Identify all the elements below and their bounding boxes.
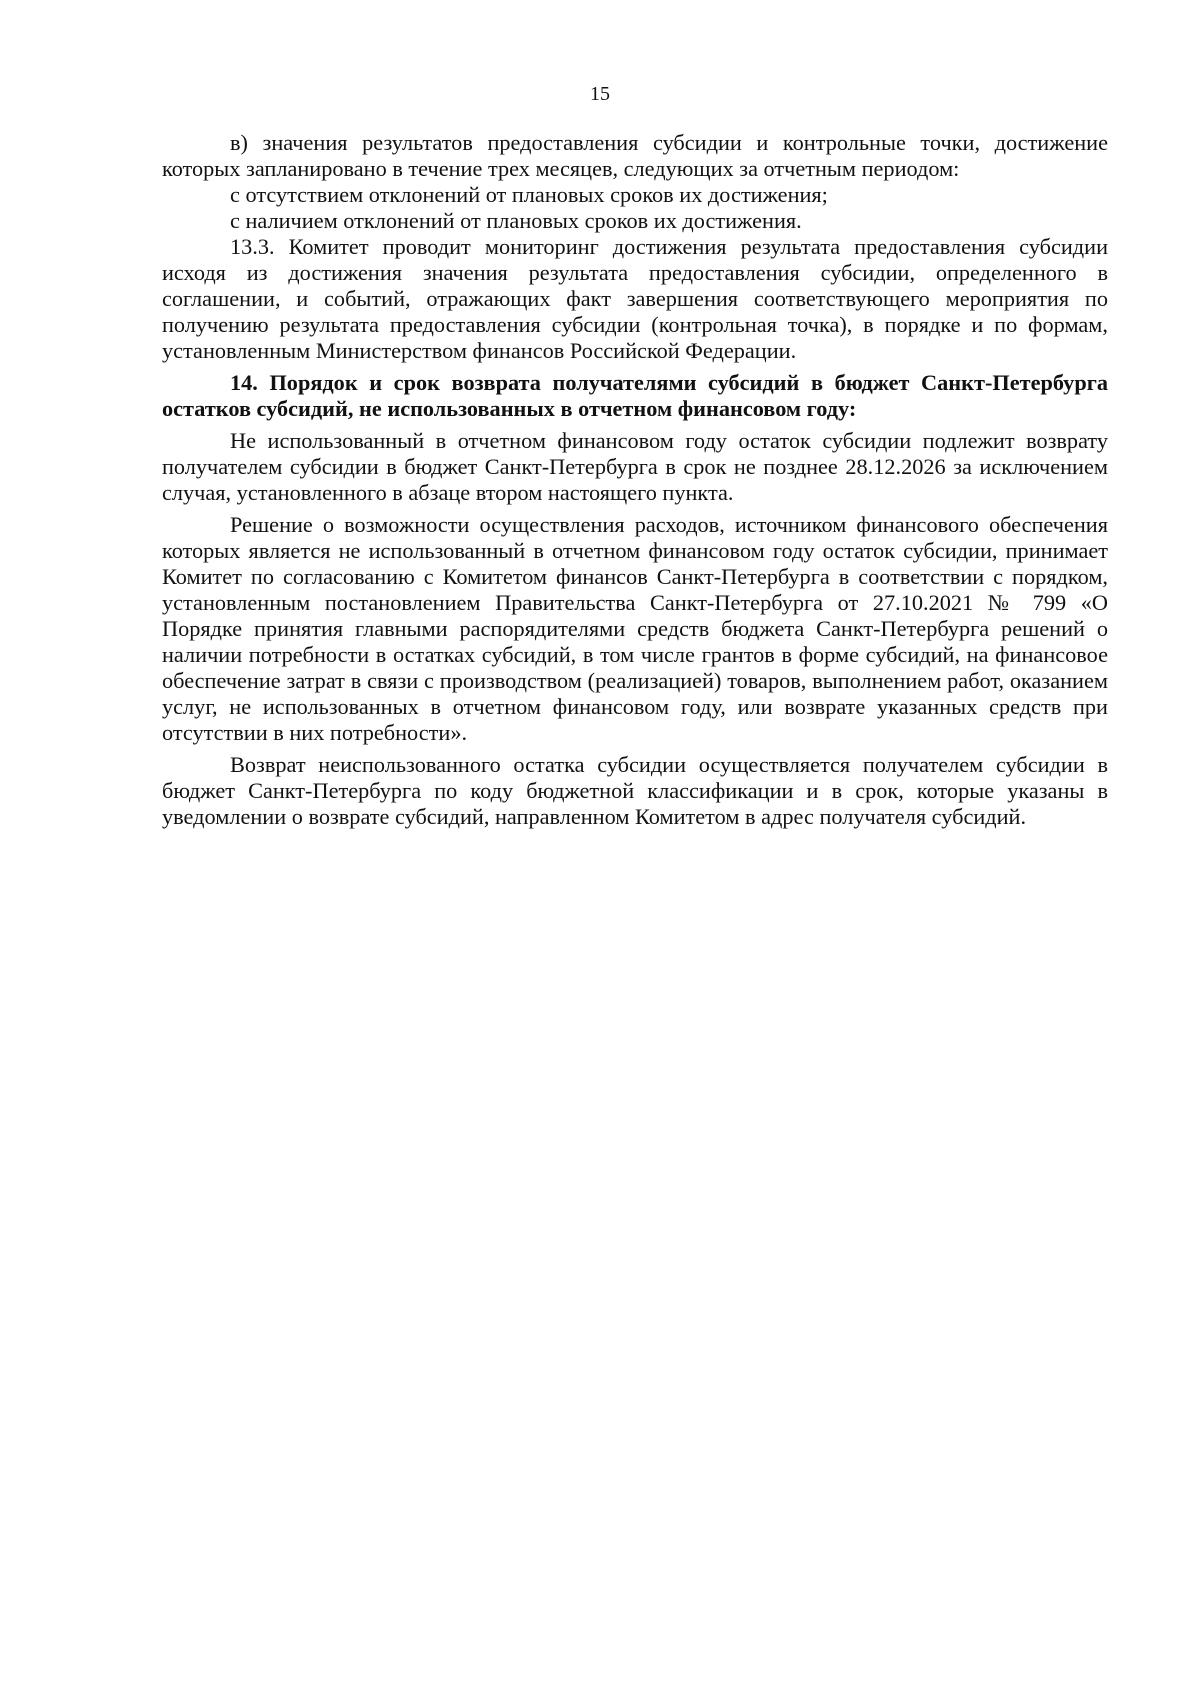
paragraph-13-3: 13.3. Комитет проводит мониторинг достижения результата предоставления субсидии исходя из достижения значения результата предоставления субсидии, определенного в соглашении, и событий, отражающих факт завершения соответствующего мероприятия по получению результата предоставления субсидии (контрольная точка), в порядке и по формам, установленным Министерством финансов Российской Федерации. [162,234,1108,363]
paragraph-decision: Решение о возможности осуществления расходов, источником финансового обеспечения которых является не использованный в отчетном финансовом году остаток субсидии, принимает Комитет по согласованию с Комитетом финансов Санкт-Петербурга в соответствии с порядком, установленным постановлением Правительства Санкт-Петербурга от 27.10.2021 № 799 «О Порядке принятия главными распорядителями средств бюджета Санкт-Петербурга решений о наличии потребности в остатках субсидий, в том числе грантов в форме субсидий, на финансовое обеспечение затрат в связи с производством (реализацией) товаров, выполнением работ, оказанием услуг, не использованных в отчетном финансовом году, или возврате указанных средств при отсутствии в них потребности». [162,512,1108,745]
section-heading-14: 14. Порядок и срок возврата получателями субсидий в бюджет Санкт-Петербурга остатков субсидий, не использованных в отчетном финансовом году: [162,370,1108,421]
paragraph-with-deviation: с наличием отклонений от плановых сроков их достижения. [230,208,802,233]
page-number: 15 [590,83,610,105]
paragraph-return-procedure: Возврат неиспользованного остатка субсидии осуществляется получателем субсидии в бюджет Санкт-Петербурга по коду бюджетной классификации и в срок, которые указаны в уведомлении о возврате субсидий, направленном Комитетом в адрес получателя субсидий. [162,752,1108,829]
paragraph-no-deviation: с отсутствием отклонений от плановых сроков их достижения; [230,182,828,207]
document-body [162,130,1108,830]
paragraph-item-v: в) значения результатов предоставления субсидии и контрольные точки, достижение которых запланировано в течение трех месяцев, следующих за отчетным периодом: [162,130,1108,181]
paragraph-return-deadline: Не использованный в отчетном финансовом году остаток субсидии подлежит возврату получателем субсидии в бюджет Санкт-Петербурга в срок не позднее 28.12.2026 за исключением случая, установленного в абзаце втором настоящего пункта. [162,428,1108,505]
